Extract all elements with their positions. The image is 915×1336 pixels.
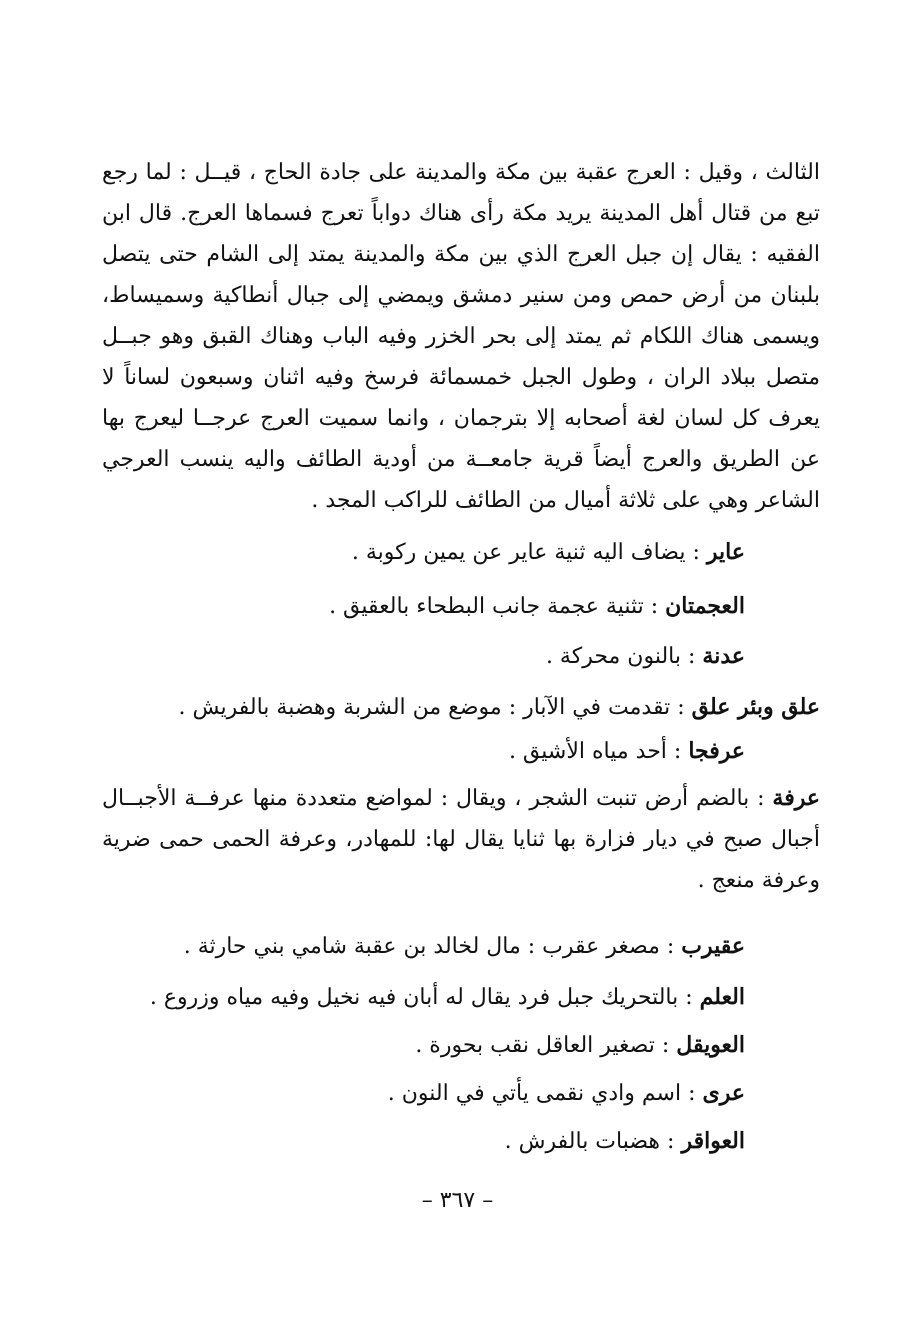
entry-term: عرفجا xyxy=(688,738,745,764)
entry-term: علق وبئر علق xyxy=(691,694,820,720)
entry-term: العويقل xyxy=(676,1032,745,1058)
entry-definition: : أحد مياه الأشيق . xyxy=(508,739,689,764)
dictionary-entry xyxy=(546,636,745,677)
entry-term: عقيرب xyxy=(681,933,745,959)
entry-term: العجمتان xyxy=(665,593,745,619)
entry-definition: : تصغير العاقل نقب بحورة . xyxy=(415,1033,677,1058)
entry-definition: : بالنون محركة . xyxy=(545,644,703,669)
entry-definition: : بالتحريك جبل فرد يقال له أبان فيه نخيل وفيه مياه وزروع . xyxy=(149,985,700,1010)
dictionary-entry xyxy=(178,687,820,728)
page-number: – ٣٦٧ – xyxy=(421,1188,494,1213)
entry-definition: : تثنية عجمة جانب البطحاء بالعقيق . xyxy=(329,594,666,619)
entry-definition: : بالضم أرض تنبت الشجر ، ويقال : لمواضع متعددة منها عرفــة الأجبــال أجبال صبح في ديار فزارة بها ثنايا يقال لها: للمهادر، وعرفة الحمى حمى ضرية وعرفة منعج . xyxy=(102,786,820,893)
entry-term: عرفة xyxy=(772,785,820,811)
entry-term: العلم xyxy=(699,984,745,1010)
entry-term: العواقر xyxy=(681,1128,745,1154)
dictionary-entry xyxy=(505,1121,745,1162)
dictionary-entry-multiline xyxy=(102,778,820,901)
entry-definition: : اسم وادي نقمى يأتي في النون . xyxy=(387,1081,703,1106)
entry-term: عرى xyxy=(702,1080,745,1106)
entry-term: عاير xyxy=(706,539,745,565)
dictionary-entry xyxy=(388,1073,745,1114)
entry-definition: : هضبات بالفرش . xyxy=(504,1129,682,1154)
dictionary-entry xyxy=(509,731,745,772)
dictionary-entry xyxy=(352,532,745,573)
entry-definition: : تقدمت في الآبار : موضع من الشربة وهضبة بالفريش . xyxy=(178,695,692,720)
dictionary-entry xyxy=(415,1025,745,1066)
entry-definition: : يضاف اليه ثنية عاير عن يمين ركوبة . xyxy=(351,540,707,565)
dictionary-entry xyxy=(150,977,745,1018)
dictionary-entry xyxy=(184,926,745,967)
dictionary-entry xyxy=(329,586,745,627)
entry-term: عدنة xyxy=(702,643,745,669)
opening-paragraph: الثالث ، وقيل : العرج عقبة بين مكة والمدينة على جادة الحاج ، قيــل : لما رجع تبع من قتال أهل المدينة يريد مكة رأى هناك دواباً تعرج فسماها العرج. قال ابن الفقيه : يقال إن جبل العرج الذي بين مكة والمدينة يمتد إلى الشام حتى يتصل بلبنان من أرض حمص ومن سنير دمشق ويمضي إلى جبال أنطاكية وسميساط، ويسمى هناك اللكام ثم يمتد إلى بحر الخزر وفيه الباب وهناك القبق وهو جبــل متصل ببلاد الران ، وطول الجبل خمسمائة فرسخ وفيه اثنان وسبعون لساناً لا يعرف كل لسان لغة أصحابه إلا بترجمان ، وانما سميت العرج عرجــا ليعرج بها عن الطريق والعرج أيضاً قرية جامعــة من أودية الطائف واليه ينسب العرجي الشاعر وهي على ثلاثة أميال من الطائف للراكب المجد . xyxy=(102,160,820,513)
entry-definition: : مصغر عقرب : مال لخالد بن عقبة شامي بني حارثة . xyxy=(183,934,682,959)
